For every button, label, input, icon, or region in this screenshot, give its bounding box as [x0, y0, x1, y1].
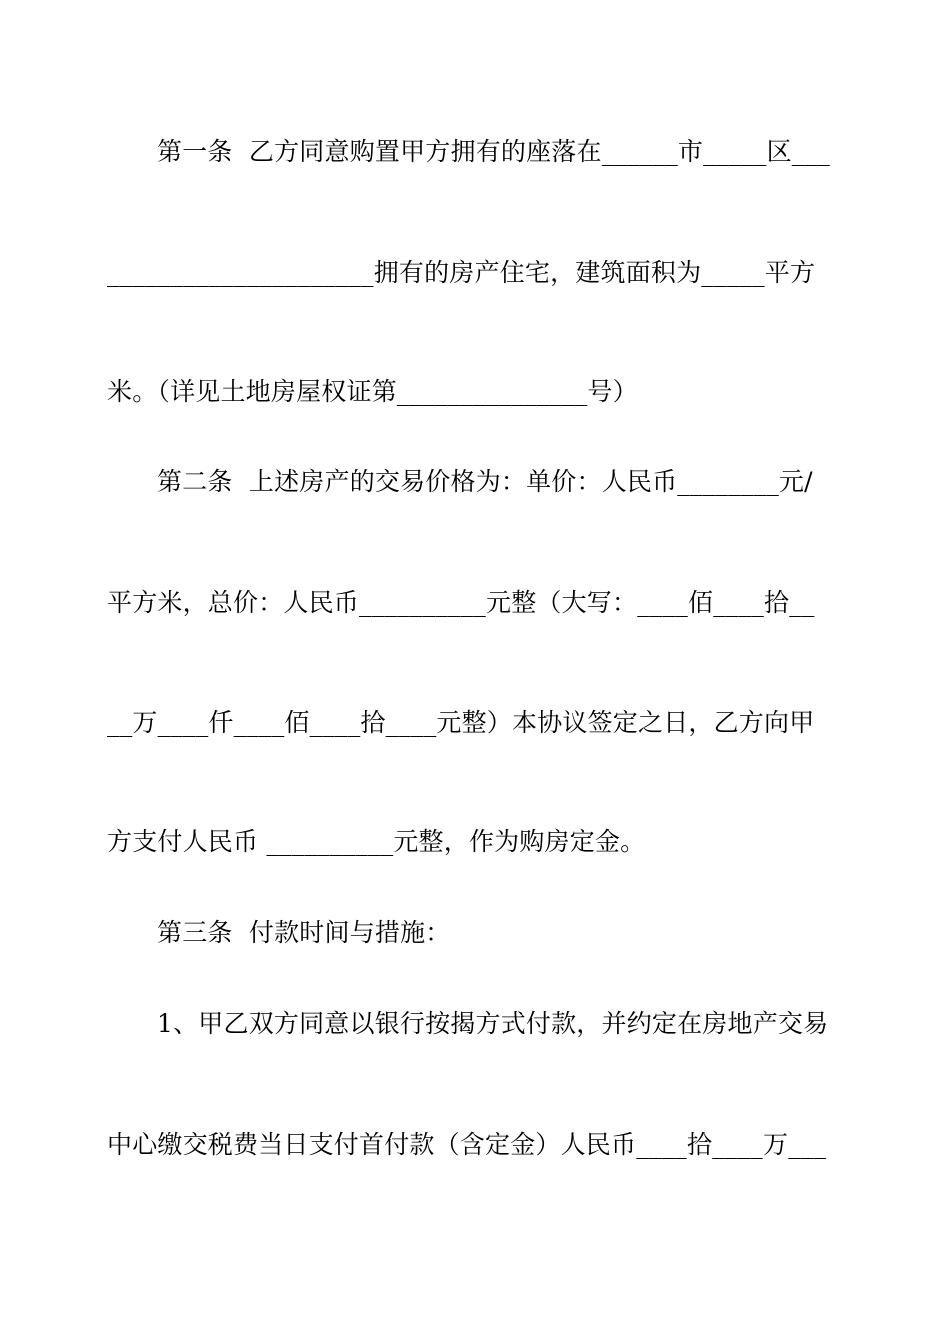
- article-2-line-2: 平方米，总价：人民币__________元整（大写：____佰____拾__: [107, 588, 815, 617]
- article-1-line-3: 米。（详见土地房屋权证第_______________号）: [107, 377, 638, 406]
- article-1-line-1: 第一条 乙方同意购置甲方拥有的座落在______市_____区___: [157, 137, 830, 166]
- article-2-line-3: __万____仟____佰____拾____元整）本协议签定之日，乙方向甲: [107, 708, 815, 737]
- article-2-line-1: 第二条 上述房产的交易价格为：单价：人民币________元/: [157, 467, 813, 496]
- article-1-line-2: _____________________拥有的房产住宅，建筑面积为_____平方: [107, 258, 816, 287]
- article-3-item-1-line-2: 中心缴交税费当日支付首付款（含定金）人民币____拾____万___: [107, 1130, 827, 1159]
- article-3-item-1-line-1: 1、甲乙双方同意以银行按揭方式付款，并约定在房地产交易: [157, 1009, 829, 1038]
- article-2-line-4: 方支付人民币 __________元整，作为购房定金。: [107, 827, 646, 856]
- article-3-heading: 第三条 付款时间与措施：: [157, 918, 451, 947]
